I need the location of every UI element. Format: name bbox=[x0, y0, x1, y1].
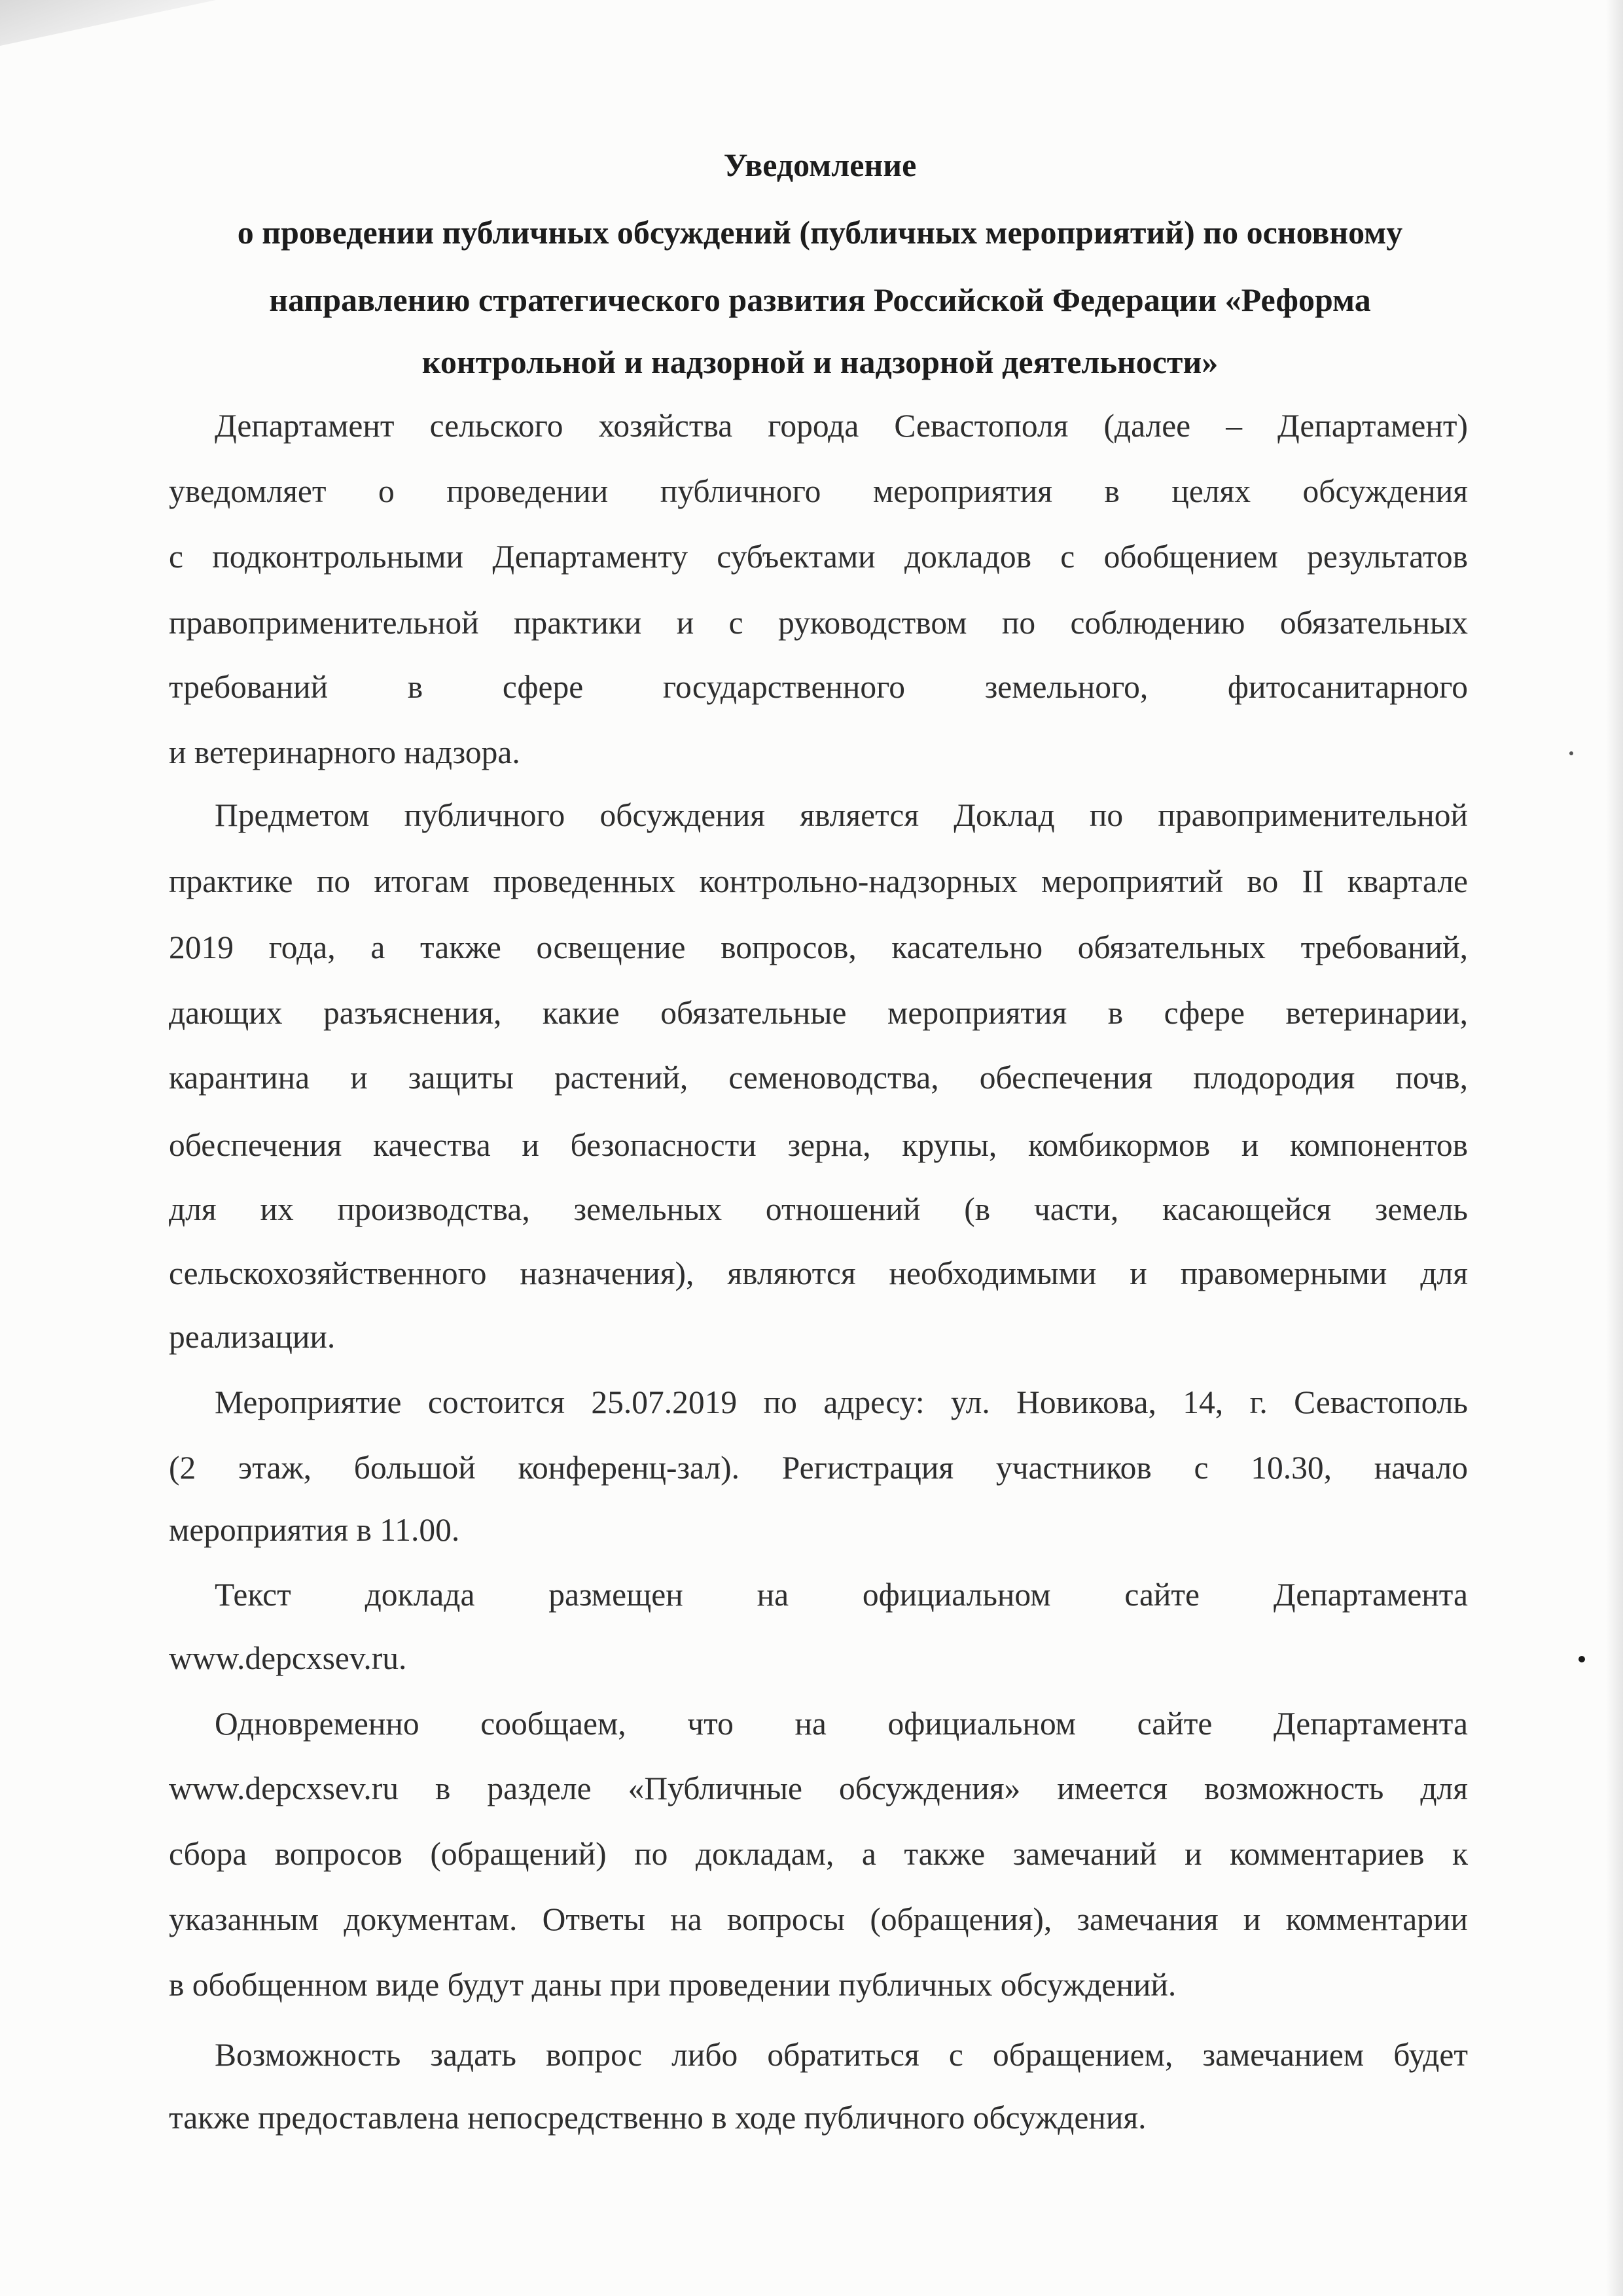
text-line: уведомляет о проведении публичного мероприятия в целях обсуждения bbox=[169, 473, 1468, 509]
text-line: с подконтрольными Департаменту субъектами докладов с обобщением результатов bbox=[169, 539, 1468, 575]
page-edge-shadow bbox=[1606, 0, 1623, 2296]
text-line: мероприятия в 11.00. bbox=[169, 1512, 460, 1548]
text-line: Департамент сельского хозяйства города Севастополя (далее – Департамент) bbox=[215, 408, 1468, 444]
page-fold-shadow bbox=[0, 0, 216, 46]
text-line: обеспечения качества и безопасности зерна, крупы, комбикормов и компонентов bbox=[169, 1127, 1468, 1163]
text-line: www.depcxsev.ru. bbox=[169, 1640, 407, 1676]
text-line: Текст доклада размещен на официальном сайте Департамента bbox=[215, 1577, 1468, 1613]
text-line: указанным документам. Ответы на вопросы (обращения), замечания и комментарии bbox=[169, 1901, 1468, 1937]
notice-title: Уведомление bbox=[723, 147, 917, 183]
text-line: также предоставлена непосредственно в ходе публичного обсуждения. bbox=[169, 2100, 1147, 2136]
text-line: правоприменительной практики и с руководством по соблюдению обязательных bbox=[169, 605, 1468, 641]
text-line: в обобщенном виде будут даны при проведении публичных обсуждений. bbox=[169, 1967, 1177, 2003]
text-line: дающих разъяснения, какие обязательные мероприятия в сфере ветеринарии, bbox=[169, 995, 1468, 1031]
notice-subtitle-line: контрольной и надзорной и надзорной деятельности» bbox=[421, 344, 1219, 380]
text-line: 2019 года, а также освещение вопросов, касательно обязательных требований, bbox=[169, 929, 1468, 965]
text-line: сельскохозяйственного назначения), являются необходимыми и правомерными для bbox=[169, 1255, 1468, 1291]
text-line: Мероприятие состоится 25.07.2019 по адресу: ул. Новикова, 14, г. Севастополь bbox=[215, 1384, 1468, 1420]
notice-subtitle-line: о проведении публичных обсуждений (публичных мероприятий) по основному bbox=[237, 214, 1403, 251]
text-line: Предметом публичного обсуждения является Доклад по правоприменительной bbox=[215, 797, 1468, 833]
text-line: www.depcxsev.ru в разделе «Публичные обсуждения» имеется возможность для bbox=[169, 1770, 1468, 1806]
text-line: Одновременно сообщаем, что на официальном сайте Департамента bbox=[215, 1706, 1468, 1742]
text-line: практике по итогам проведенных контрольно-надзорных мероприятий во II квартале bbox=[169, 863, 1468, 899]
scan-speck bbox=[1578, 1656, 1585, 1662]
text-line: требований в сфере государственного земельного, фитосанитарного bbox=[169, 669, 1468, 705]
text-line: и ветеринарного надзора. bbox=[169, 734, 520, 770]
text-line: Возможность задать вопрос либо обратиться с обращением, замечанием будет bbox=[215, 2037, 1468, 2073]
text-line: (2 этаж, большой конференц-зал). Регистрация участников с 10.30, начало bbox=[169, 1450, 1468, 1486]
text-line: для их производства, земельных отношений (в части, касающейся земель bbox=[169, 1191, 1468, 1227]
text-line: сбора вопросов (обращений) по докладам, а также замечаний и комментариев к bbox=[169, 1836, 1468, 1872]
text-line: карантина и защиты растений, семеноводства, обеспечения плодородия почв, bbox=[169, 1060, 1468, 1096]
scan-speck bbox=[1569, 751, 1573, 755]
text-line: реализации. bbox=[169, 1319, 336, 1355]
notice-subtitle-line: направлению стратегического развития Российской Федерации «Реформа bbox=[269, 281, 1371, 318]
